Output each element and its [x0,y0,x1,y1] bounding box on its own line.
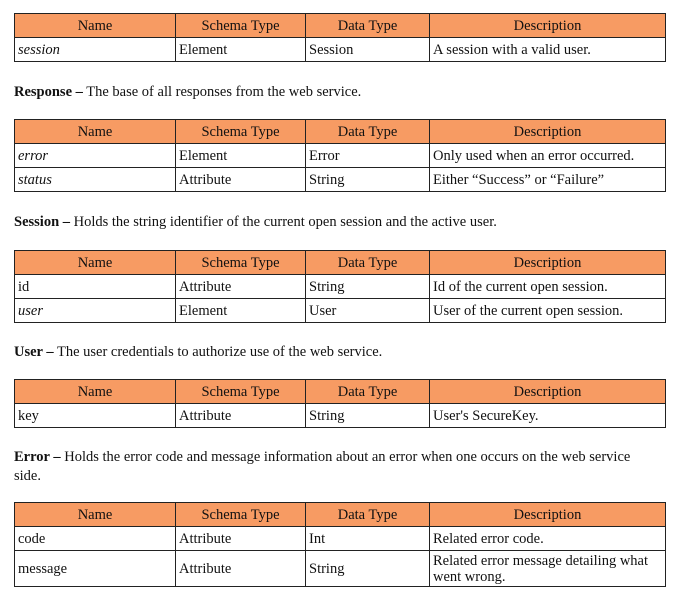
table-session [14,250,666,323]
table-row [15,168,666,192]
section-title: Error – [14,449,61,465]
table-row [15,299,666,323]
cell-schema-type: Element [176,299,306,323]
section-description: The base of all responses from the web service. [82,84,362,100]
column-header-data-type: Data Type [306,251,430,275]
table-error [14,502,666,587]
section-heading-error [14,448,654,486]
table-response [14,119,666,192]
cell-data-type: String [306,168,430,192]
cell-description: Related error message detailing what went wrong. [430,551,666,587]
column-header-description: Description [430,14,666,38]
column-header-data-type: Data Type [306,380,430,404]
cell-data-type: Error [306,144,430,168]
cell-name: id [15,275,176,299]
cell-description: Only used when an error occurred. [430,144,666,168]
cell-schema-type: Element [176,38,306,62]
section-heading-response [14,83,654,102]
cell-data-type: User [306,299,430,323]
column-header-schema-type: Schema Type [176,380,306,404]
section-heading-session [14,213,654,232]
column-header-name: Name [15,251,176,275]
cell-data-type: String [306,404,430,428]
cell-schema-type: Attribute [176,551,306,587]
cell-description: User of the current open session. [430,299,666,323]
table-header-row [15,120,666,144]
cell-name: error [15,144,176,168]
cell-description: Either “Success” or “Failure” [430,168,666,192]
cell-schema-type: Attribute [176,527,306,551]
column-header-name: Name [15,14,176,38]
cell-data-type: Int [306,527,430,551]
table-row [15,551,666,587]
table-session-container [14,13,666,62]
section-description: Holds the error code and message information about an error when one occurs on the web service side. [14,449,631,484]
cell-data-type: Session [306,38,430,62]
column-header-description: Description [430,251,666,275]
column-header-name: Name [15,120,176,144]
cell-name: user [15,299,176,323]
cell-name: message [15,551,176,587]
column-header-description: Description [430,120,666,144]
table-row [15,275,666,299]
column-header-schema-type: Schema Type [176,503,306,527]
cell-schema-type: Attribute [176,404,306,428]
table-user [14,379,666,428]
table-row [15,527,666,551]
cell-data-type: String [306,551,430,587]
section-title: Session – [14,214,71,230]
column-header-schema-type: Schema Type [176,120,306,144]
cell-schema-type: Attribute [176,275,306,299]
table-row [15,144,666,168]
table-row [15,404,666,428]
column-header-description: Description [430,380,666,404]
column-header-schema-type: Schema Type [176,251,306,275]
cell-data-type: String [306,275,430,299]
cell-name: code [15,527,176,551]
cell-description: Id of the current open session. [430,275,666,299]
section-description: The user credentials to authorize use of the web service. [53,344,383,360]
cell-name: session [15,38,176,62]
column-header-schema-type: Schema Type [176,14,306,38]
cell-description: A session with a valid user. [430,38,666,62]
cell-description: User's SecureKey. [430,404,666,428]
cell-name: key [15,404,176,428]
column-header-data-type: Data Type [306,14,430,38]
column-header-description: Description [430,503,666,527]
cell-schema-type: Attribute [176,168,306,192]
column-header-name: Name [15,503,176,527]
table-header-row [15,251,666,275]
table-header-row [15,380,666,404]
column-header-data-type: Data Type [306,120,430,144]
cell-description: Related error code. [430,527,666,551]
cell-name: status [15,168,176,192]
section-description: Holds the string identifier of the current open session and the active user. [70,214,497,230]
table-header-row [15,14,666,38]
section-heading-user [14,343,654,362]
cell-schema-type: Element [176,144,306,168]
table-row [15,38,666,62]
table-header-row [15,503,666,527]
section-title: User – [14,344,54,360]
column-header-data-type: Data Type [306,503,430,527]
column-header-name: Name [15,380,176,404]
section-title: Response – [14,84,83,100]
